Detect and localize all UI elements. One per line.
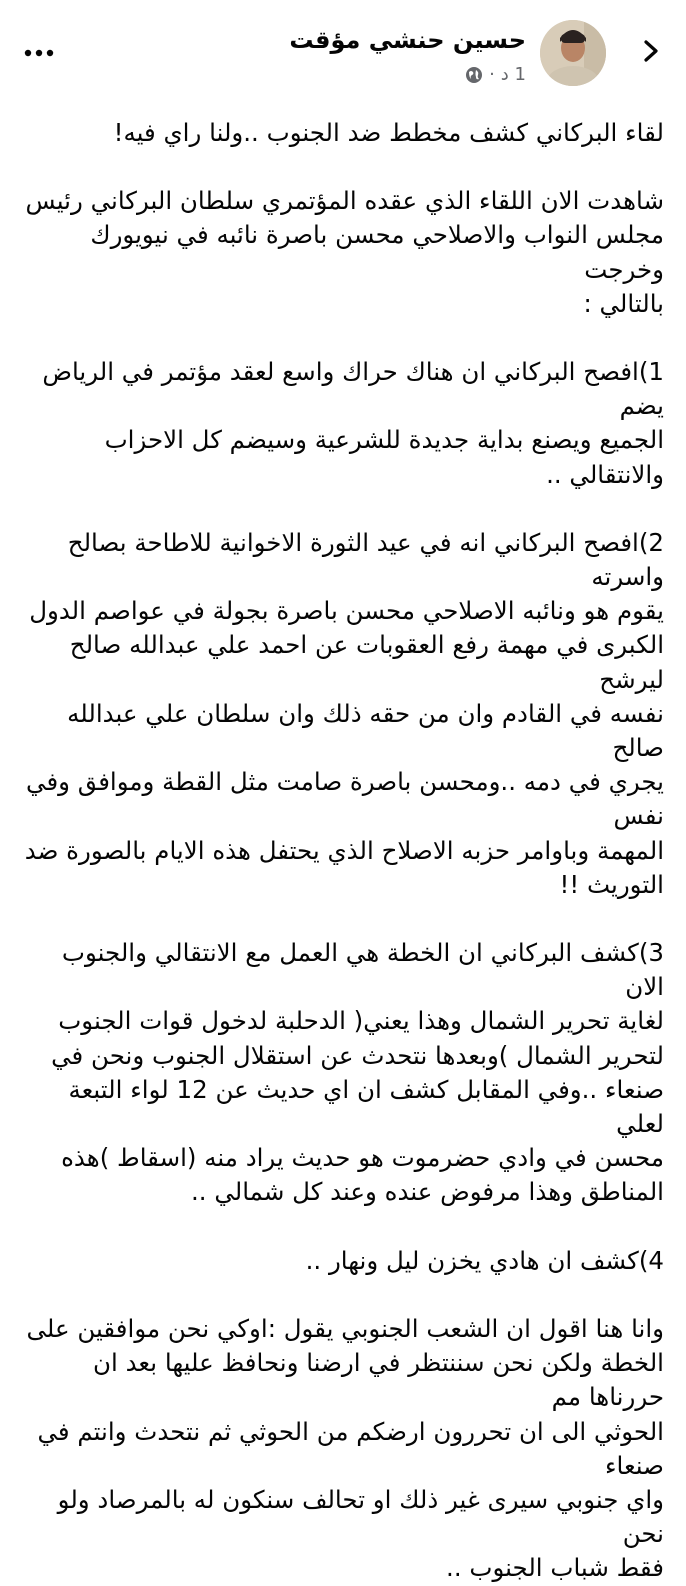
post-title: لقاء البركاني كشف مخطط ضد الجنوب ..ولنا راي فيه! [113, 118, 664, 147]
post-paragraph: 3)كشف البركاني ان الخطة هي العمل مع الانتقالي والجنوب الان لغاية تحرير الشمال وهذا يعني( الدحلبة لدخول قوات الجنوب لتحرير الشمال )وبعدها نتحدث عن استقلال الجنوب ونحن في صنعاء ..وفي المقابل كشف ان اي حديث عن 12 لواء التبعة لعلي محسن في وادي حضرموت هو حديث يراد منه (اسقاط )هذه المناطق وهذا مرفوض عنده وعند كل شمالي .. [51, 938, 664, 1207]
post-paragraph: 2)افصح البركاني انه في عيد الثورة الاخوانية للاطاحة بصالح واسرته يقوم هو ونائبه الاصلاحي محسن باصرة بجولة في عواصم الدول الكبرى في مهمة رفع العقوبات عن احمد علي عبدالله صالح ليرشح نفسه في القادم وان من حقه ذلك وان سلطان علي عبدالله صالح يجري في دمه ..ومحسن باصرة صامت مثل القطة وموافق وفي نفس المهمة وباوامر حزبه الاصلاح الذي يحتفل هذه الايام بالصورة ضد التوريث !! [24, 527, 664, 899]
post-paragraph: شاهدت الان اللقاء الذي عقده المؤتمري سلطان البركاني رئيس مجلس النواب والاصلاحي محسن باصرة نائبه في نيويورك وخرجت بالتالي : [25, 186, 664, 318]
more-dots-icon[interactable] [22, 36, 56, 70]
avatar-photo [540, 20, 606, 86]
post-header [0, 0, 686, 100]
avatar[interactable] [540, 20, 606, 86]
post-meta [465, 64, 526, 85]
post-paragraph: 1)افصح البركاني ان هناك حراك واسع لعقد مؤتمر في الرياض يضم الجميع ويصنع بداية جديدة للشرعية وسيضم كل الاحزاب والانتقالي .. [42, 357, 664, 489]
author-name[interactable]: حسين حنشي مؤقت [289, 26, 526, 54]
globe-icon [465, 66, 483, 84]
timestamp[interactable]: 1 د [500, 64, 526, 85]
meta-separator: · [489, 64, 495, 85]
post-paragraph: وانا هنا اقول ان الشعب الجنوبي يقول :اوكي نحن موافقين على الخطة ولكن نحن سننتظر في ارضنا ونحافظ عليها بعد ان حررناها مم الحوثي الى ان تحررون ارضكم من الحوثي ثم نتحدث وانتم في صنعاء واي جنوبي سيرى غير ذلك او تحالف سنكون له بالمرصاد ولو نحن فقط شباب الجنوب .. [26, 1313, 664, 1583]
post-body [24, 116, 664, 1586]
chevron-right-icon[interactable] [638, 38, 664, 64]
post-paragraph: 4)كشف ان هادي يخزن ليل ونهار .. [305, 1245, 664, 1275]
